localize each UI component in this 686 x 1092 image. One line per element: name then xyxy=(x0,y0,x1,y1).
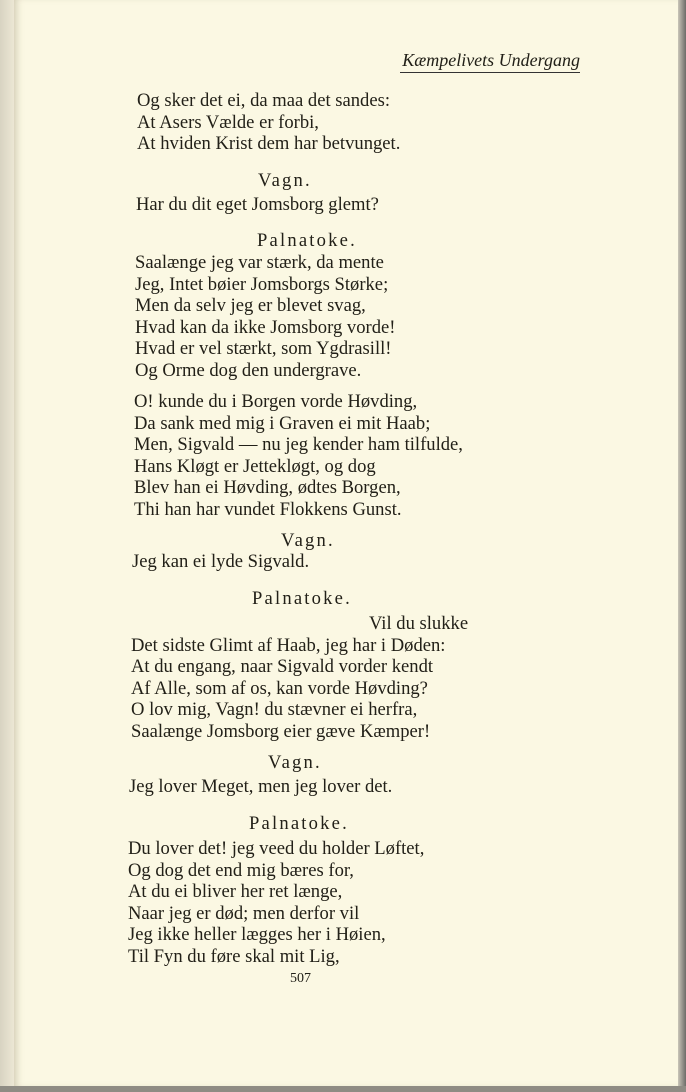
verse-line: Naar jeg er død; men derfor vil xyxy=(128,902,360,924)
verse-line: Og Orme dog den undergrave. xyxy=(135,359,362,381)
verse-line: Du lover det! jeg veed du holder Løftet, xyxy=(128,838,425,859)
verse-block xyxy=(134,391,463,521)
speaker-name: Vagn. xyxy=(268,752,322,773)
verse-block xyxy=(131,613,468,743)
verse-line: Men da selv jeg er blevet svag, xyxy=(135,295,366,317)
verse-line: Og dog det end mig bæres for, xyxy=(128,859,354,881)
verse-line: Det sidste Glimt af Haab, jeg har i Døden: xyxy=(131,634,446,656)
verse-line: At du engang, naar Sigvald vorder kendt xyxy=(131,656,434,678)
verse-line: Men, Sigvald — nu jeg kender ham tilfulde, xyxy=(134,434,463,456)
verse-line: Saalænge jeg var stærk, da mente xyxy=(135,252,384,273)
verse-line: Vil du slukke xyxy=(369,613,469,634)
verse-line: Jeg kan ei lyde Sigvald. xyxy=(132,551,310,572)
speaker-name: Vagn. xyxy=(258,170,312,191)
page-number: 507 xyxy=(290,971,311,986)
verse-line: Saalænge Jomsborg eier gæve Kæmper! xyxy=(131,720,431,742)
verse-line: Hvad kan da ikke Jomsborg vorde! xyxy=(135,316,396,338)
verse-line: O! kunde du i Borgen vorde Høvding, xyxy=(134,391,418,412)
speaker-name: Palnatoke. xyxy=(257,230,357,251)
verse-line: Da sank med mig i Graven ei mit Haab; xyxy=(134,412,431,434)
verse-line: Blev han ei Høvding, ødtes Borgen, xyxy=(134,477,401,499)
verse-line: Thi han har vundet Flokkens Gunst. xyxy=(134,498,402,520)
speaker-name: Palnatoke. xyxy=(252,588,352,609)
page-right-edge xyxy=(678,0,686,1092)
verse-line: At Asers Vælde er forbi, xyxy=(137,111,319,133)
verse-line: At hviden Krist dem har betvunget. xyxy=(137,133,401,155)
running-head: Kæmpelivets Undergang xyxy=(400,50,580,73)
verse-block xyxy=(136,194,379,216)
speaker-name: Vagn. xyxy=(281,530,335,551)
verse-block xyxy=(137,90,400,155)
page-bottom-edge xyxy=(0,1086,686,1092)
verse-line: Har du dit eget Jomsborg glemt? xyxy=(136,194,379,215)
page-left-edge xyxy=(0,0,14,1092)
verse-line: Af Alle, som af os, kan vorde Høvding? xyxy=(131,677,428,699)
verse-line: Jeg, Intet bøier Jomsborgs Størke; xyxy=(135,273,389,295)
verse-block xyxy=(129,776,392,798)
verse-line: Hvad er vel stærkt, som Ygdrasill! xyxy=(135,338,392,360)
verse-line: Jeg ikke heller lægges her i Høien, xyxy=(128,924,386,946)
verse-block xyxy=(132,551,309,573)
verse-block xyxy=(135,252,395,382)
speaker-name: Palnatoke. xyxy=(249,813,349,834)
verse-line: Til Fyn du føre skal mit Lig, xyxy=(128,945,340,967)
verse-line: At du ei bliver her ret længe, xyxy=(128,881,343,903)
verse-line: Hans Kløgt er Jettekløgt, og dog xyxy=(134,455,376,477)
verse-line: Jeg lover Meget, men jeg lover det. xyxy=(129,776,393,797)
verse-line: Og sker det ei, da maa det sandes: xyxy=(137,90,390,111)
verse-block xyxy=(128,838,424,968)
verse-line: O lov mig, Vagn! du stævner ei herfra, xyxy=(131,699,418,721)
